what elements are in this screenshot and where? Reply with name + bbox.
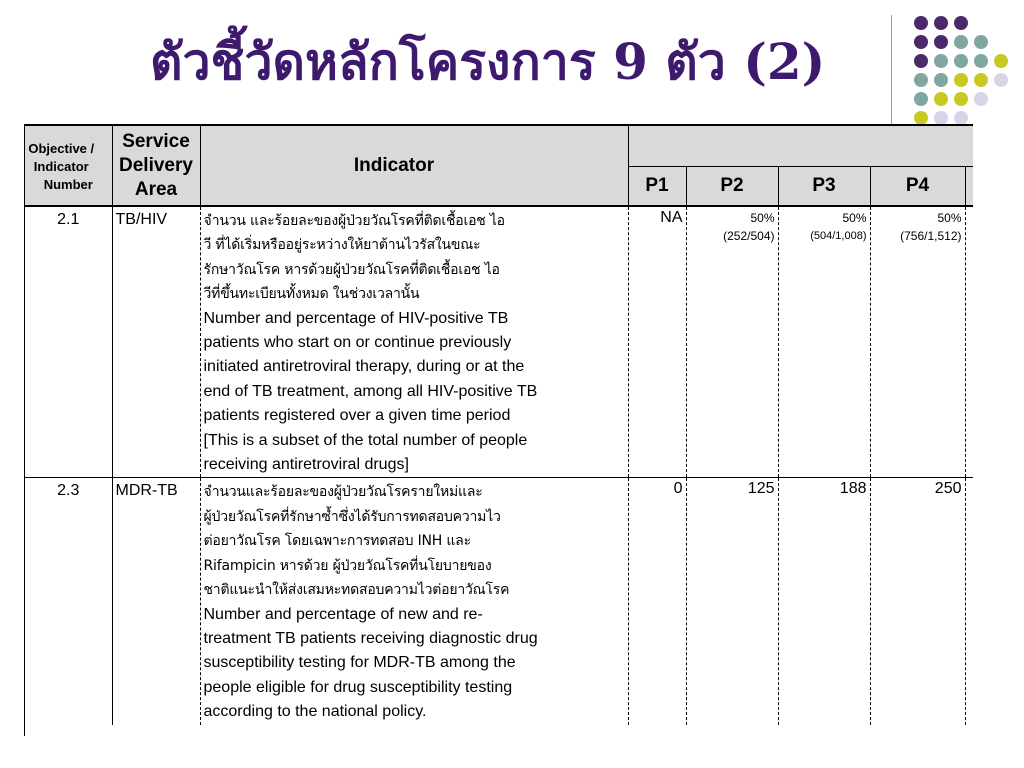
slide-title: ตัวชี้วัดหลักโครงการ 9 ตัว (2) — [150, 32, 826, 91]
value-p4 — [870, 206, 965, 478]
thai-line: ผู้ป่วยวัณโรคที่รักษาซ้ำซึ่งได้รับการทดสอบความไว — [203, 508, 501, 525]
spacer-cell — [965, 478, 973, 725]
table-header-row — [25, 125, 973, 167]
thai-line: รักษาวัณโรค หารด้วยผู้ป่วยวัณโรคที่ติดเชื้อเอช ไอ — [203, 261, 500, 278]
service-area: MDR-TB — [112, 478, 200, 725]
thai-line: วี ที่ได้เริ่มหรืออยู่ระหว่างให้ยาต้านไวรัสในขณะ — [203, 237, 481, 254]
header-p2: P2 — [686, 167, 778, 207]
table-row — [25, 478, 973, 725]
decorative-dot — [914, 73, 928, 87]
header-area-line2: Delivery — [119, 154, 193, 176]
english-line: treatment TB patients receiving diagnostic drug — [203, 629, 538, 647]
decorative-dot — [954, 16, 968, 30]
value-p4-ratio: (756/1,512) — [900, 229, 962, 243]
header-area-line1: Service — [122, 130, 190, 152]
english-line: initiated antiretroviral therapy, during or at the — [203, 358, 525, 376]
decorative-dot — [914, 111, 928, 125]
english-line: patients who start on or continue previously — [203, 334, 512, 352]
english-line: patients registered over a given time period — [203, 407, 511, 425]
thai-line: วีที่ขึ้นทะเบียนทั้งหมด ในช่วงเวลานั้น — [203, 286, 420, 303]
thai-line: ต่อยาวัณโรค โดยเฉพาะการทดสอบ INH และ — [203, 533, 471, 550]
decorative-dot — [914, 92, 928, 106]
decorative-dot — [914, 54, 928, 68]
header-objective-line3: Number — [43, 176, 93, 192]
decorative-dot — [954, 54, 968, 68]
decorative-dot — [934, 73, 948, 87]
english-line: Number and percentage of new and re- — [203, 605, 483, 623]
decorative-dot — [954, 111, 968, 125]
indicator-description — [200, 206, 628, 478]
value-p2-ratio: (252/504) — [723, 229, 775, 243]
decorative-dot — [914, 16, 928, 30]
service-area: TB/HIV — [112, 206, 200, 478]
spacer-cell — [965, 206, 973, 478]
value-p1: 0 — [628, 478, 686, 725]
decorative-dot — [974, 73, 988, 87]
decorative-dot — [934, 92, 948, 106]
thai-line: จำนวน และร้อยละของผู้ป่วยวัณโรคที่ติดเชื้อเอช ไอ — [203, 213, 505, 229]
decorative-dot — [994, 73, 1008, 87]
decorative-dot — [954, 73, 968, 87]
header-p4: P4 — [870, 167, 965, 207]
value-p3-ratio: (504/1,008) — [810, 230, 867, 242]
decorative-dot — [954, 35, 968, 49]
english-line: people eligible for drug susceptibility testing — [203, 678, 513, 696]
header-p3: P3 — [778, 167, 870, 207]
decorative-dot — [914, 35, 928, 49]
english-line: susceptibility testing for MDR-TB among the — [203, 654, 516, 672]
value-p4: 250 — [870, 478, 965, 725]
thai-line: Rifampicin หารด้วย ผู้ป่วยวัณโรคที่นโยบายของ — [203, 557, 492, 574]
header-period-group — [628, 125, 973, 167]
indicator-number: 2.1 — [25, 206, 112, 478]
thai-line: ชาติแนะนำให้ส่งเสมหะทดสอบความไวต่อยาวัณโรค — [203, 582, 510, 599]
value-p3-percent: 50% — [842, 211, 867, 225]
header-objective-line1: Objective / — [28, 140, 95, 156]
english-line: [This is a subset of the total number of people — [203, 431, 528, 449]
indicator-description — [200, 478, 628, 725]
decorative-dot — [934, 111, 948, 125]
english-line: according to the national policy. — [203, 703, 427, 721]
value-p3: 188 — [778, 478, 870, 725]
value-p2: 125 — [686, 478, 778, 725]
value-p2 — [686, 206, 778, 478]
english-line: end of TB treatment, among all HIV-positive TB — [203, 382, 538, 400]
header-area-line3: Area — [134, 178, 178, 200]
decorative-dot — [974, 54, 988, 68]
value-p2-percent: 50% — [750, 211, 775, 225]
header-indicator: Indicator — [200, 125, 628, 206]
value-p4-percent: 50% — [937, 211, 962, 225]
decorative-dot — [934, 54, 948, 68]
decorative-dot — [934, 35, 948, 49]
decorative-dot — [974, 92, 988, 106]
thai-line: จำนวนและร้อยละของผู้ป่วยวัณโรครายใหม่และ — [203, 484, 483, 501]
indicator-table — [24, 124, 973, 736]
decorative-dot — [934, 16, 948, 30]
value-p1: NA — [628, 206, 686, 478]
header-objective-line2: Indicator — [33, 158, 89, 174]
header-service-delivery-area — [112, 125, 200, 206]
header-objective-number — [25, 125, 112, 206]
value-p3 — [778, 206, 870, 478]
header-spacer — [965, 167, 973, 207]
decorative-dot — [994, 54, 1008, 68]
table-row — [25, 206, 973, 478]
decorative-dot — [954, 92, 968, 106]
header-p1: P1 — [628, 167, 686, 207]
english-line: Number and percentage of HIV-positive TB — [203, 309, 509, 327]
indicator-number: 2.3 — [25, 478, 112, 725]
english-line: receiving antiretroviral drugs] — [203, 456, 409, 474]
divider-line — [891, 15, 892, 125]
decorative-dot — [974, 35, 988, 49]
